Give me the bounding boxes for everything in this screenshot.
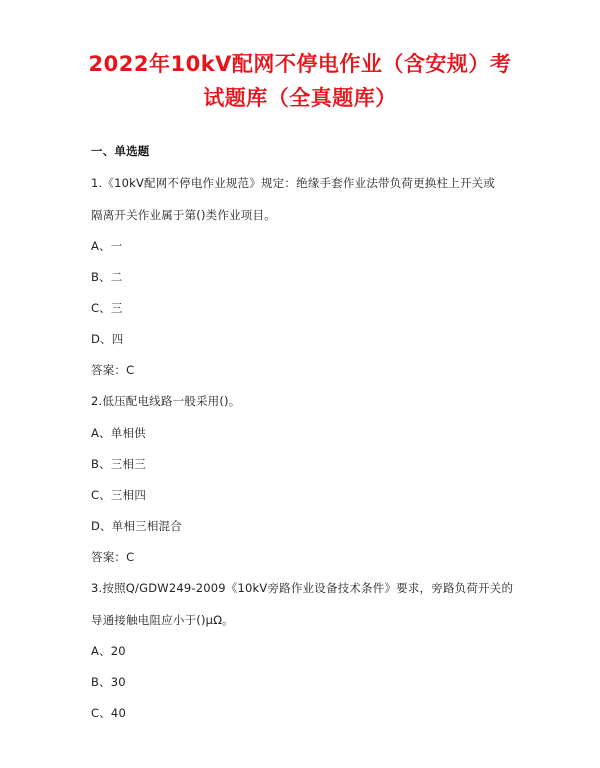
question-2-answer: 答案：C (91, 550, 135, 564)
question-3-stem-line-2: 导通接触电阻应小于()μΩ。 (91, 613, 234, 627)
question-2-option-a: A、单相供 (91, 426, 146, 440)
question-1-option-c: C、三 (91, 301, 123, 315)
question-3-option-a: A、20 (91, 644, 126, 658)
question-3-option-c: C、40 (91, 706, 126, 720)
question-3-stem-line-1: 3.按照Q/GDW249-2009《10kV旁路作业设备技术条件》要求，旁路负荷开关的 (91, 581, 514, 595)
question-1-option-b: B、二 (91, 270, 123, 284)
question-1-stem-line-1: 1.《10kV配网不停电作业规范》规定：绝缘手套作业法带负荷更换柱上开关或 (91, 176, 496, 190)
question-2-option-d: D、单相三相混合 (91, 519, 182, 533)
question-1-option-a: A、一 (91, 239, 123, 253)
question-1-stem-line-2: 隔离开关作业属于第()类作业项目。 (91, 208, 276, 222)
question-1-option-d: D、四 (91, 332, 124, 346)
question-2-option-c: C、三相四 (91, 488, 147, 502)
question-1-answer: 答案：C (91, 363, 135, 377)
document-title-line-2: 试题库（全真题库） (203, 86, 397, 110)
document-title-line-1: 2022年10kV配网不停电作业（含安规）考 (88, 52, 512, 76)
question-2-stem-line-1: 2.低压配电线路一般采用()。 (91, 394, 241, 408)
section-heading: 一、单选题 (91, 144, 150, 158)
question-3-option-b: B、30 (91, 675, 126, 689)
question-2-option-b: B、三相三 (91, 457, 146, 471)
